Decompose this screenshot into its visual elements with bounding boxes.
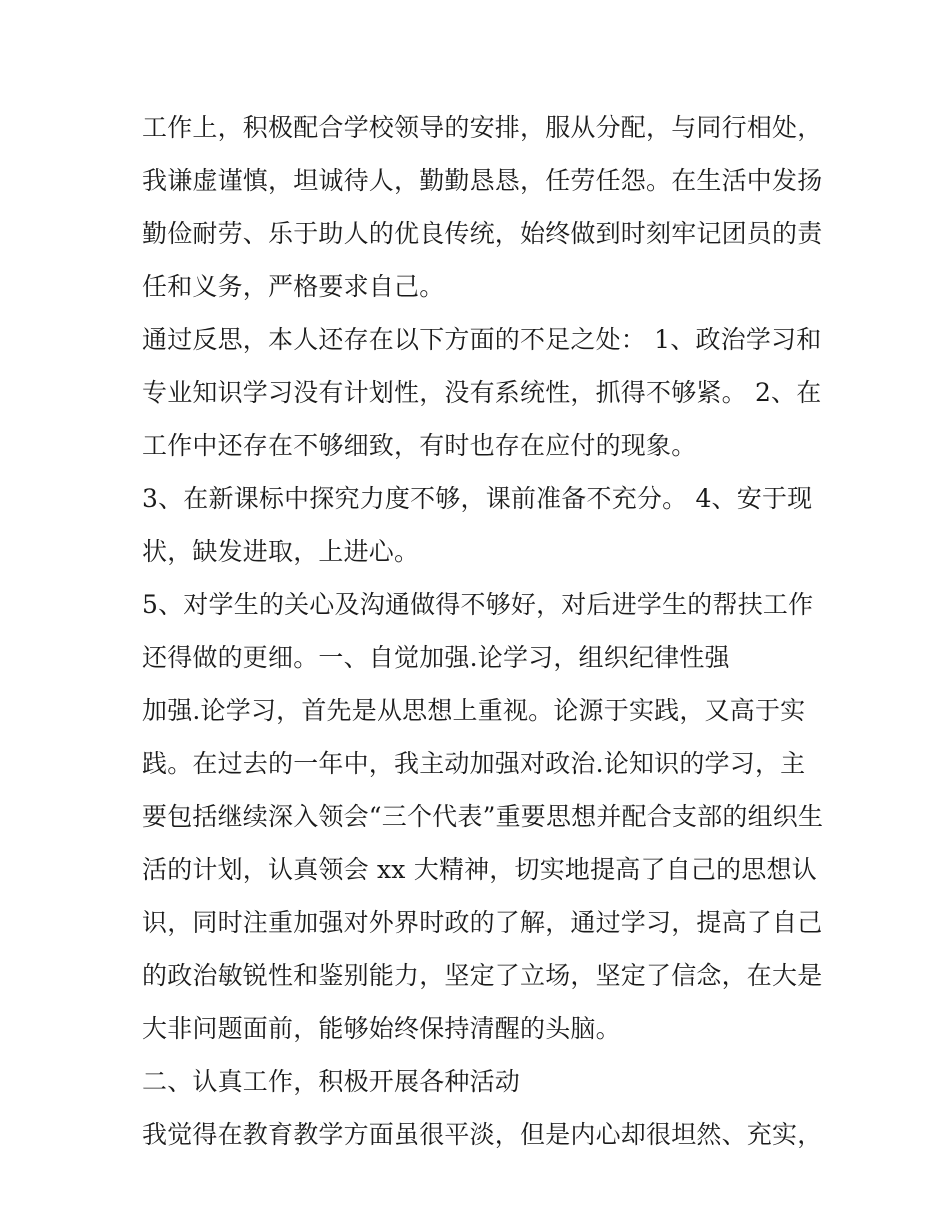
text-line: 勤俭耐劳、乐于助人的优良传统，始终做到时刻牢记团员的责 <box>142 219 823 248</box>
text-line: 工作上，积极配合学校领导的安排，服从分配，与同行相处， <box>142 113 823 142</box>
text-line: 我谦虚谨慎，坦诚待人，勤勤恳恳，任劳任怨。在生活中发扬 <box>142 166 823 195</box>
text-line: 还得做的更细。一、自觉加强.论学习，组织纪律性强 <box>142 643 730 672</box>
text-line: 任和义务，严格要求自己。 <box>142 272 445 301</box>
text-line: 状，缺发进取，上进心。 <box>142 537 420 566</box>
text-line: 要包括继续深入领会“三个代表”重要思想并配合支部的组织生 <box>142 802 824 831</box>
text-line: 践。在过去的一年中，我主动加强对政治.论知识的学习，主 <box>142 749 806 778</box>
text-line: 通过反思，本人还存在以下方面的不足之处： 1、政治学习和 <box>142 325 822 354</box>
text-line: 工作中还存在不够细致，有时也存在应付的现象。 <box>142 431 697 460</box>
section-heading: 二、认真工作，积极开展各种活动 <box>142 1067 521 1096</box>
text-line: 的政治敏锐性和鉴别能力，坚定了立场，坚定了信念，在大是 <box>142 961 823 990</box>
text-line: 3、在新课标中探究力度不够，课前准备不充分。 4、安于现 <box>142 484 813 513</box>
text-line: 专业知识学习没有计划性，没有系统性，抓得不够紧。 2、在 <box>142 378 822 407</box>
text-line: 加强.论学习，首先是从思想上重视。论源于实践，又高于实 <box>142 696 806 725</box>
text-line: 活的计划，认真领会 xx 大精神，切实地提高了自己的思想认 <box>142 855 817 884</box>
text-line: 我觉得在教育教学方面虽很平淡，但是内心却很坦然、充实， <box>142 1120 823 1149</box>
text-line: 识，同时注重加强对外界时政的了解，通过学习，提高了自己 <box>142 908 823 937</box>
text-line: 5、对学生的关心及沟通做得不够好，对后进学生的帮扶工作 <box>142 590 814 619</box>
text-line: 大非问题面前，能够始终保持清醒的头脑。 <box>142 1014 621 1043</box>
